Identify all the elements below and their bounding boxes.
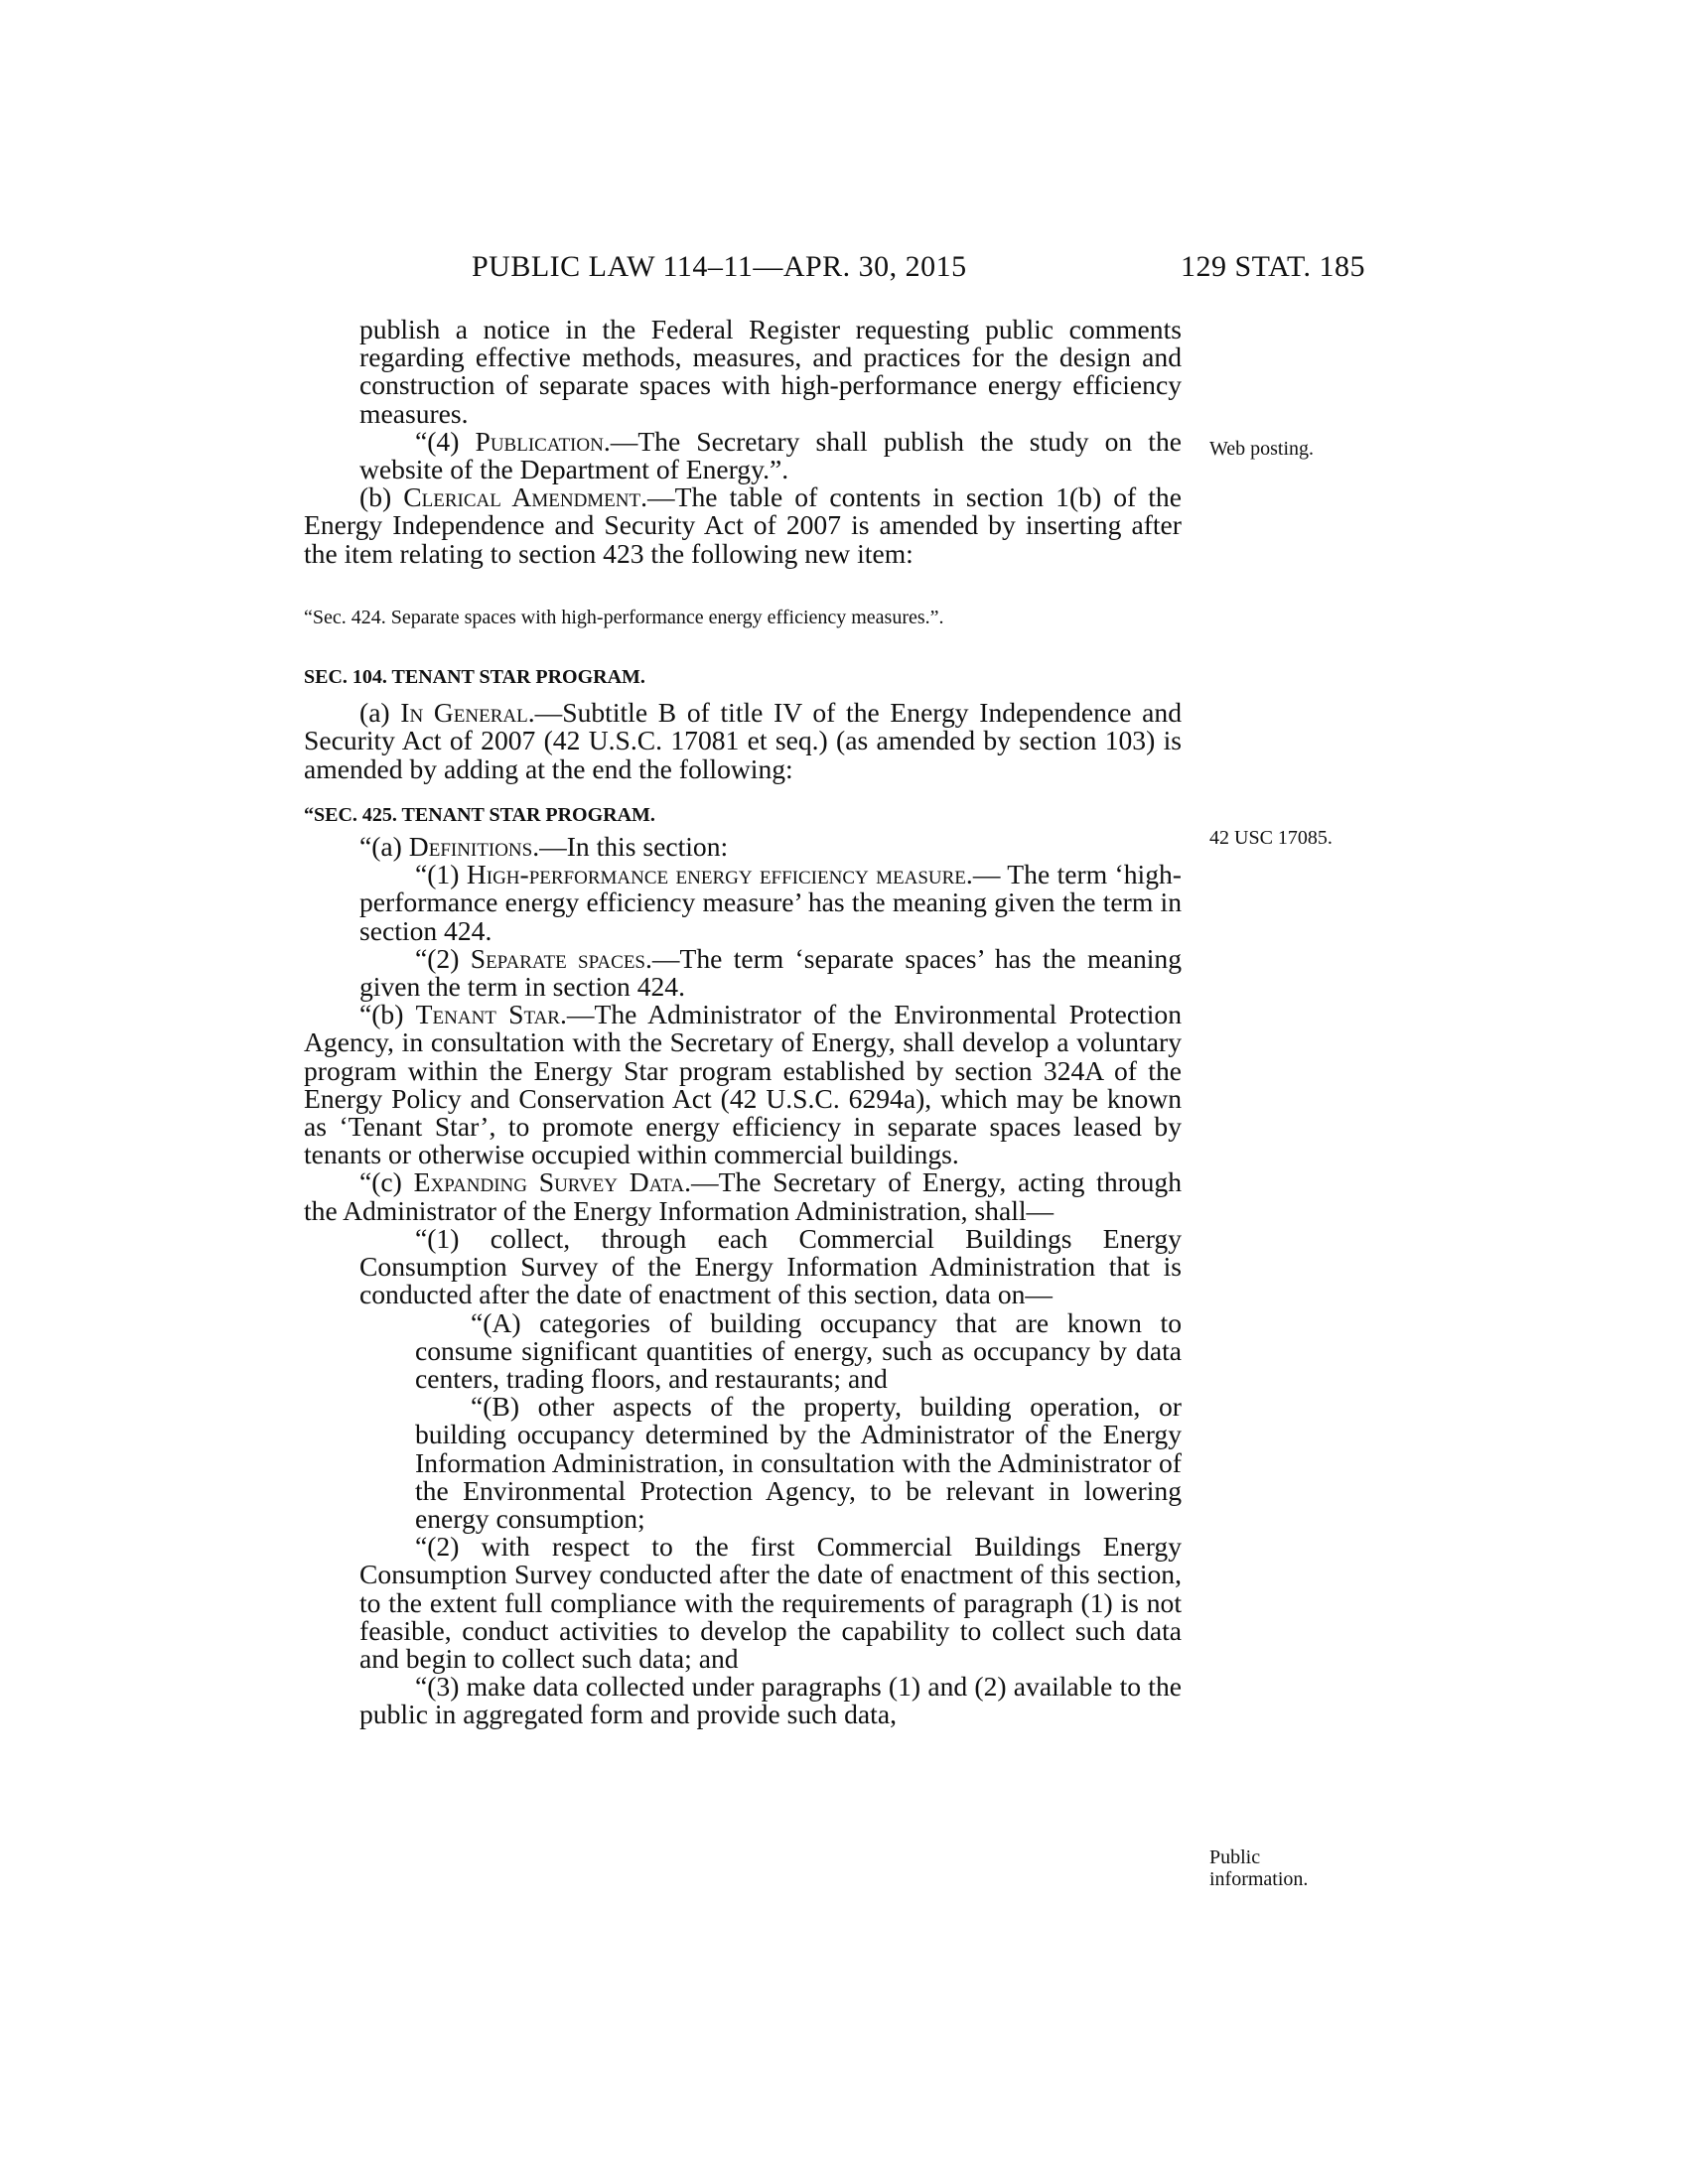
paragraph-item-3: “(3) make data collected under paragraphs (1) and (2) available to the public in aggregated form and provide such data,: [359, 1671, 1182, 1730]
heading-hpeem: High-performance energy efficiency measure: [466, 859, 966, 890]
paragraph-item-A: “(A) categories of building occupancy that are known to consume significant quantities of energy, such as occupancy by data centers, trading floors, and restaurants; and: [415, 1306, 1182, 1394]
paragraph-publication: “(4) Publication.—The Secretary shall publish the study on the website of the Department of Energy.”.: [359, 425, 1182, 485]
paragraph-in-general: (a) In General.—Subtitle B of title IV of the Energy Independence and Security Act of 2007 (42 U.S.C. 17081 et seq.) (as amended by section 103) is amended by adding at the end the following:: [304, 697, 1182, 784]
heading-publication: Publication: [475, 425, 604, 457]
toc-item: “Sec. 424. Separate spaces with high-performance energy efficiency measures.”.: [304, 606, 944, 628]
paragraph-definition-2: “(2) Separate spaces.—The term ‘separate spaces’ has the meaning given the term in section 424.: [359, 942, 1182, 1003]
paragraph-item-B: “(B) other aspects of the property, building operation, or building occupancy determined by the Administrator of the Energy Information Administration, in consultation with the Administrator of the Environmental Protection Agency, to be relevant in lowering energy consumption;: [415, 1391, 1182, 1534]
heading-clerical-amendment: Clerical Amendment: [403, 481, 641, 513]
paragraph-definition-1: “(1) High-performance energy efficiency measure.— The term ‘high-performance energy efficiency measure’ has the meaning given the term in section 424.: [359, 859, 1182, 946]
paragraph-publish-notice: publish a notice in the Federal Register requesting public comments regarding effective methods, measures, and practices for the design and construction of separate spaces with high-performance energy efficiency measures.: [359, 314, 1182, 429]
document-body: [304, 316, 1182, 1729]
running-header-title: PUBLIC LAW 114–11—APR. 30, 2015: [472, 250, 967, 283]
paragraph-clerical-amendment: (b) Clerical Amendment.—The table of contents in section 1(b) of the Energy Independence and Security Act of 2007 is amended by inserting after the item relating to section 423 the following new item:: [304, 481, 1182, 569]
section-heading-425: “SEC. 425. TENANT STAR PROGRAM.: [304, 803, 655, 826]
paragraph-definitions: “(a) Definitions.—In this section:: [359, 831, 729, 863]
heading-expanding-survey-data: Expanding Survey Data: [413, 1166, 685, 1198]
section-heading-104: SEC. 104. TENANT STAR PROGRAM.: [304, 666, 645, 689]
paragraph-item-1: “(1) collect, through each Commercial Buildings Energy Consumption Survey of the Energy Information Administration that is conducted after the date of enactment of this section, data on—: [359, 1222, 1182, 1310]
paragraph-expanding-survey-data: “(c) Expanding Survey Data.—The Secretary of Energy, acting through the Administrator of the Energy Information Administration, shall—: [304, 1166, 1182, 1226]
heading-in-general: In General: [400, 697, 528, 729]
heading-definitions: Definitions: [408, 831, 533, 863]
paragraph-item-2: “(2) with respect to the first Commercial Buildings Energy Consumption Survey conducted after the date of enactment of this section, to the extent full compliance with the requirements of paragraph (1) is not feasible, conduct activities to develop the capability to collect such data and begin to collect such data; and: [359, 1531, 1182, 1674]
margin-note-usc: 42 USC 17085.: [1209, 827, 1333, 849]
margin-note-web-posting: Web posting.: [1209, 438, 1315, 460]
margin-note-line: Public: [1209, 1846, 1261, 1868]
margin-note-line: information.: [1209, 1868, 1309, 1890]
margin-note-public-information: [1209, 1846, 1308, 1890]
page-stat-number: 129 STAT. 185: [1181, 250, 1366, 283]
heading-separate-spaces: Separate spaces: [470, 942, 645, 974]
heading-tenant-star: Tenant Star: [415, 999, 560, 1030]
paragraph-tenant-star: “(b) Tenant Star.—The Administrator of the Environmental Protection Agency, in consultation with the Secretary of Energy, shall develop a voluntary program within the Energy Star program established by section 324A of the Energy Policy and Conservation Act (42 U.S.C. 6294a), which may be known as ‘Tenant Star’, to promote energy efficiency in separate spaces leased by tenants or otherwise occupied within commercial buildings.: [304, 999, 1182, 1170]
